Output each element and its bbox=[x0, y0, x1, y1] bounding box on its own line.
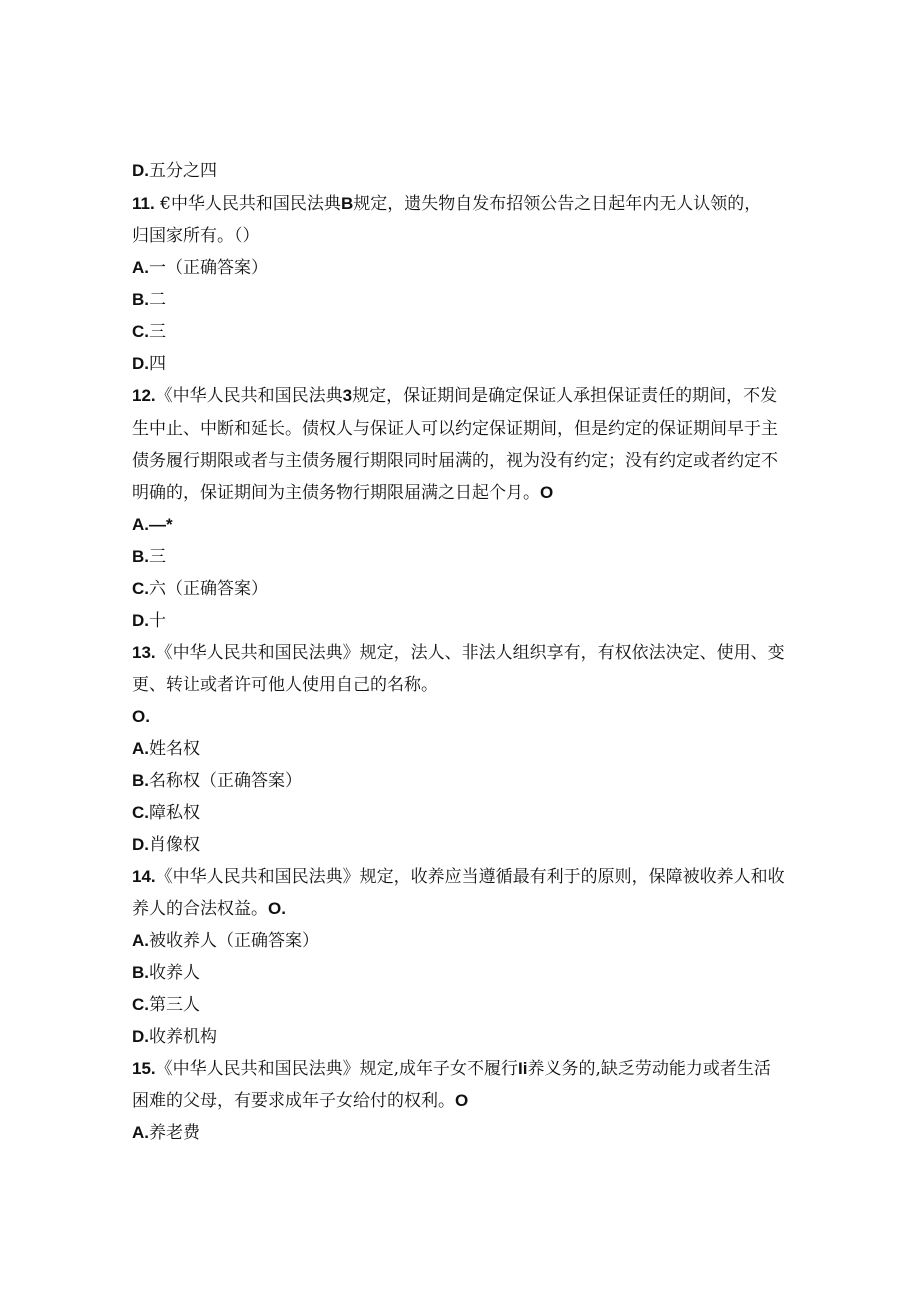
question-number: 13. bbox=[132, 643, 156, 662]
option-text: 四 bbox=[149, 354, 166, 374]
option-text: —* bbox=[149, 515, 173, 534]
question-text: 《中华人民共和国民法典》规定,成年子女不履行 bbox=[155, 1059, 519, 1079]
question-mark: O. bbox=[132, 707, 150, 726]
option-text: 名称权（正确答案） bbox=[149, 771, 302, 791]
option-line bbox=[132, 160, 792, 182]
option-d bbox=[132, 353, 792, 375]
option-b bbox=[132, 546, 792, 568]
option-c bbox=[132, 802, 792, 824]
option-text: 肖像权 bbox=[149, 835, 200, 855]
option-a bbox=[132, 257, 792, 279]
option-label: D. bbox=[132, 611, 149, 630]
option-a bbox=[132, 738, 792, 760]
question-15-line-1 bbox=[132, 1058, 792, 1080]
option-a bbox=[132, 930, 792, 952]
question-12-line-1 bbox=[132, 385, 792, 407]
question-13-line-2 bbox=[132, 674, 792, 696]
option-b bbox=[132, 289, 792, 311]
option-c bbox=[132, 321, 792, 343]
option-label: C. bbox=[132, 579, 149, 598]
option-a bbox=[132, 514, 792, 536]
question-12-line-2 bbox=[132, 418, 792, 440]
option-d bbox=[132, 1026, 792, 1048]
option-label: C. bbox=[132, 322, 149, 341]
question-text: 更、转让或者许可他人使用自己的名称。 bbox=[132, 675, 438, 695]
question-text: 生中止、中断和延长。债权人与保证人可以约定保证期间，但是约定的保证期间早于主 bbox=[132, 419, 778, 439]
option-text: 五分之四 bbox=[149, 161, 217, 181]
question-13-line-1 bbox=[132, 642, 792, 664]
option-label: D. bbox=[132, 161, 149, 180]
option-label: A. bbox=[132, 258, 149, 277]
option-label: B. bbox=[132, 290, 149, 309]
option-a bbox=[132, 1122, 792, 1144]
question-number: 12. bbox=[132, 386, 156, 405]
question-symbol: € bbox=[160, 194, 171, 214]
option-b bbox=[132, 770, 792, 792]
option-text: 第三人 bbox=[149, 995, 200, 1015]
option-c bbox=[132, 994, 792, 1016]
option-label: C. bbox=[132, 803, 149, 822]
option-c bbox=[132, 578, 792, 600]
question-text: 归国家所有。（） bbox=[132, 226, 260, 246]
question-15-line-2 bbox=[132, 1090, 792, 1112]
question-text: 《中华人民共和国民法典》规定，法人、非法人组织享有，有权依法决定、使用、变 bbox=[155, 643, 785, 663]
option-text: 三 bbox=[149, 322, 166, 342]
option-label: A. bbox=[132, 515, 149, 534]
question-text: 《中华人民共和国民法典》规定，收养应当遵循最有利于的原则，保障被收养人和收 bbox=[155, 867, 785, 887]
question-number: 15. bbox=[132, 1059, 156, 1078]
option-text: 一（正确答案） bbox=[149, 258, 268, 278]
question-14-line-2 bbox=[132, 898, 792, 920]
option-label: C. bbox=[132, 995, 149, 1014]
question-text: 《中华人民共和国民法典 bbox=[155, 386, 343, 406]
question-text: 规定，保证期间是确定保证人承担保证责任的期间，不发 bbox=[352, 386, 778, 406]
option-label: D. bbox=[132, 1027, 149, 1046]
option-text: 十 bbox=[149, 611, 166, 631]
option-text: 姓名权 bbox=[149, 739, 200, 759]
question-text: 明确的，保证期间为主债务物行期限届满之日起个月。 bbox=[132, 483, 540, 503]
option-text: 二 bbox=[149, 290, 166, 310]
question-text: 中华人民共和国民法典 bbox=[170, 194, 341, 214]
option-label: B. bbox=[132, 963, 149, 982]
question-13-line-3 bbox=[132, 706, 792, 728]
question-mark: O bbox=[540, 483, 554, 502]
question-text: 债务履行期限或者与主债务履行期限同时届满的，视为没有约定；没有约定或者约定不 bbox=[132, 451, 778, 471]
option-text: 障私权 bbox=[149, 803, 200, 823]
option-text: 养老费 bbox=[149, 1123, 200, 1143]
option-label: D. bbox=[132, 835, 149, 854]
question-text: 养人的合法权益。 bbox=[132, 899, 268, 919]
option-label: A. bbox=[132, 1123, 149, 1142]
option-text: 收养人 bbox=[149, 963, 200, 983]
option-d bbox=[132, 610, 792, 632]
question-mark: B bbox=[340, 194, 354, 213]
question-text: 养义务的,缺乏劳动能力或者生活 bbox=[527, 1059, 771, 1079]
question-mark: O bbox=[455, 1091, 469, 1110]
question-11-line-2 bbox=[132, 225, 792, 247]
option-label: B. bbox=[132, 771, 149, 790]
option-text: 三 bbox=[149, 547, 166, 567]
option-text: 被收养人（正确答案） bbox=[149, 931, 319, 951]
question-number: 11. bbox=[132, 194, 155, 213]
option-b bbox=[132, 962, 792, 984]
question-mark: Ii bbox=[518, 1059, 528, 1078]
option-text: 六（正确答案） bbox=[149, 579, 268, 599]
question-text: 困难的父母，有要求成年子女给付的权利。 bbox=[132, 1091, 455, 1111]
question-number: 14. bbox=[132, 867, 156, 886]
question-12-line-3 bbox=[132, 450, 792, 472]
question-12-line-4 bbox=[132, 482, 792, 504]
question-mark: O. bbox=[268, 899, 286, 918]
question-mark: 3 bbox=[342, 386, 353, 405]
option-label: A. bbox=[132, 739, 149, 758]
question-14-line-1 bbox=[132, 866, 792, 888]
question-11-line-1 bbox=[132, 193, 792, 215]
option-label: D. bbox=[132, 354, 149, 373]
question-text: 规定，遗失物自发布招领公告之日起年内无人认领的， bbox=[353, 194, 762, 214]
option-label: B. bbox=[132, 547, 149, 566]
option-d bbox=[132, 834, 792, 856]
option-text: 收养机构 bbox=[149, 1027, 217, 1047]
option-label: A. bbox=[132, 931, 149, 950]
